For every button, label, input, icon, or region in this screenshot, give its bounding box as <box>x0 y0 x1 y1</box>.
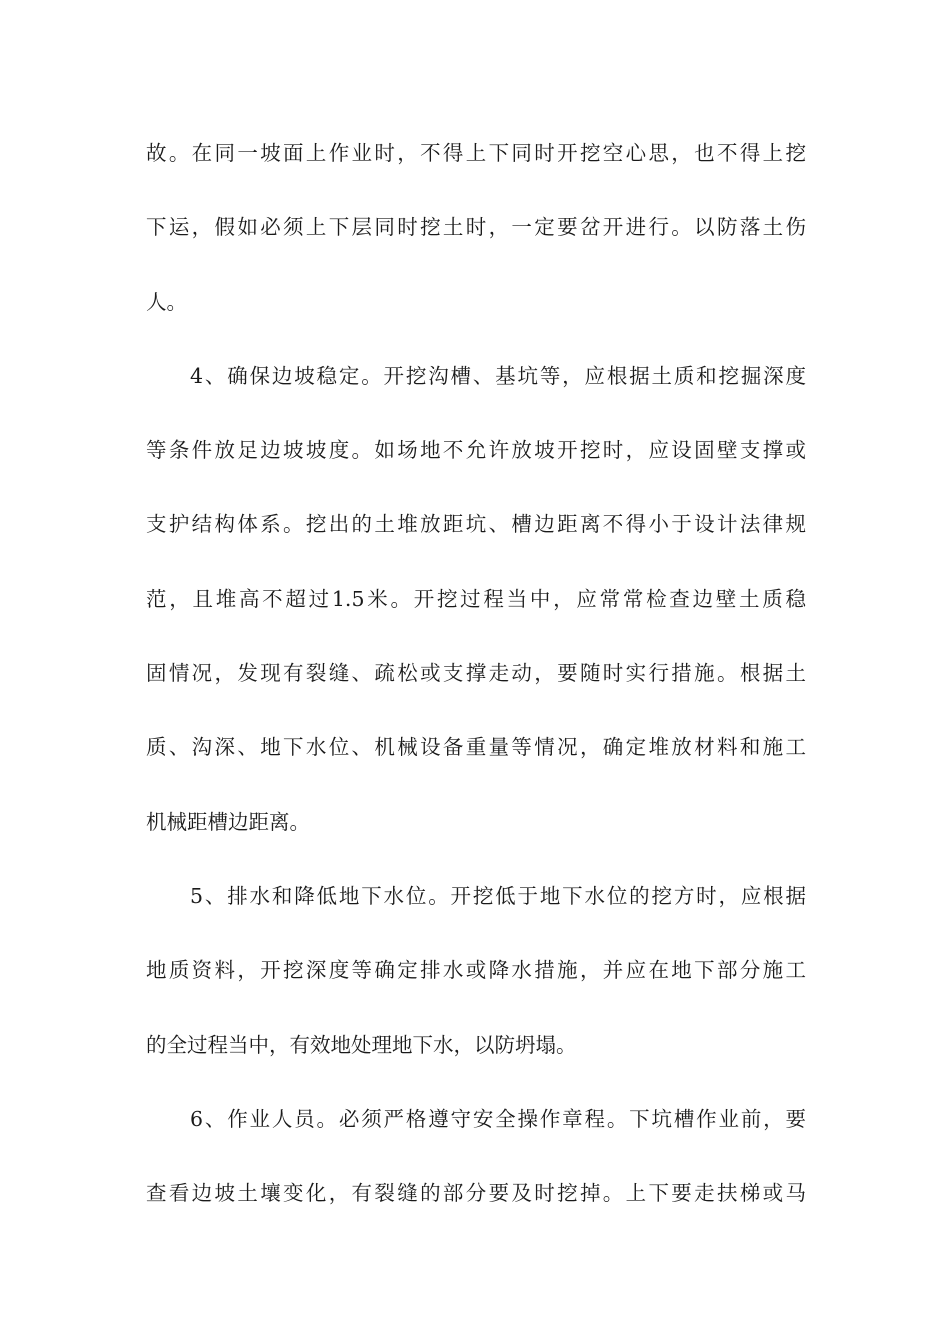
body-line-2: 下运，假如必须上下层同时挖土时，一定要岔开进行。以防落土伤 <box>146 215 806 240</box>
paragraph-5-line-2: 地质资料，开挖深度等确定排水或降水措施，并应在地下部分施工 <box>146 958 806 983</box>
paragraph-5-line-3: 的全过程当中，有效地处理地下水，以防坍塌。 <box>146 1032 577 1057</box>
paragraph-6-line-1: 6、作业人员。必须严格遵守安全操作章程。下坑槽作业前，要 <box>190 1106 806 1131</box>
paragraph-4-line-3: 支护结构体系。挖出的土堆放距坑、槽边距离不得小于设计法律规 <box>146 512 806 537</box>
body-line-3: 人。 <box>146 289 187 314</box>
paragraph-6-line-2: 查看边坡土壤变化，有裂缝的部分要及时挖掉。上下要走扶梯或马 <box>146 1181 806 1206</box>
paragraph-4-line-6: 质、沟深、地下水位、机械设备重量等情况，确定堆放材料和施工 <box>146 735 806 760</box>
paragraph-5-line-1: 5、排水和降低地下水位。开挖低于地下水位的挖方时，应根据 <box>190 883 806 908</box>
paragraph-4-line-2: 等条件放足边坡坡度。如场地不允许放坡开挖时，应设固壁支撑或 <box>146 438 806 463</box>
paragraph-4-line-4: 范，且堆高不超过1.5米。开挖过程当中，应常常检查边壁土质稳 <box>146 586 806 611</box>
paragraph-4-line-7: 机械距槽边距离。 <box>146 809 310 834</box>
paragraph-4-line-1: 4、确保边坡稳定。开挖沟槽、基坑等，应根据土质和挖掘深度 <box>190 363 806 388</box>
body-line-1: 故。在同一坡面上作业时，不得上下同时开挖空心思，也不得上挖 <box>146 141 806 165</box>
document-body <box>146 133 806 1247</box>
paragraph-4-line-5: 固情况，发现有裂缝、疏松或支撑走动，要随时实行措施。根据土 <box>146 661 806 686</box>
